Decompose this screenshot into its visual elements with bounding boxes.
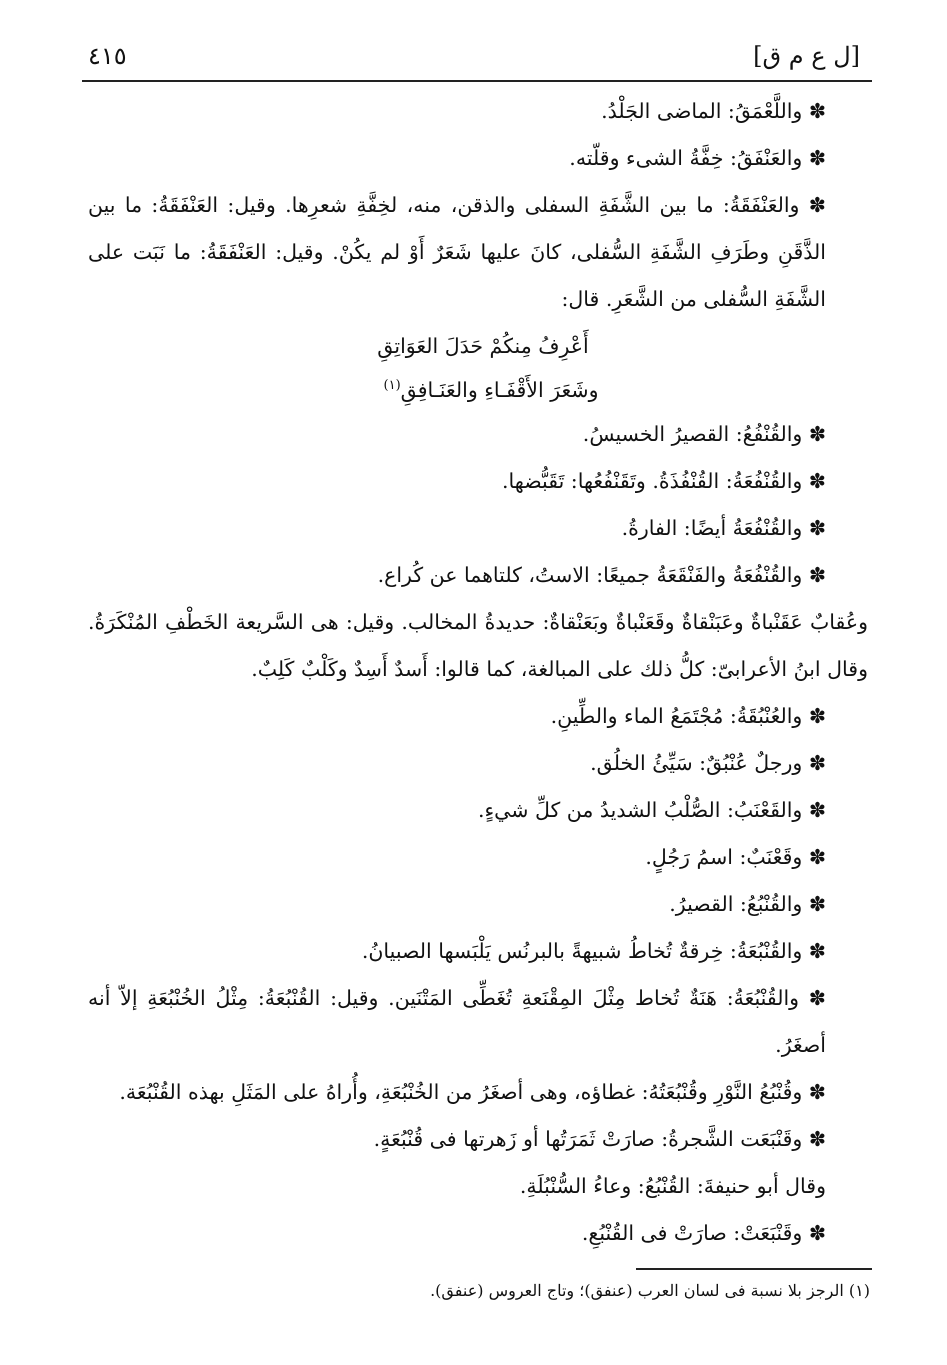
entry: ✽ والقُنْبُعَةُ: هَنَةٌ تُخاط مِثْلَ المِقْنَعةِ تُغَطِّى المَتْنَين. وقيل: القُنْبُعَةُ: مِثْلُ الخُنْبُعَةِ إلاّ أنه أصغَرُ. (88, 986, 826, 1057)
entry: وعُقابٌ عَقَنْباةٌ وعَبَنْقاةٌ وقَعَنْباةٌ وبَعَنْقاةٌ: حديدةُ المخالب. وقيل: هى السَّريعة الخَطْفِ المُنْكَرَةُ. وقال ابنُ الأعرابىّ: كلُّ ذلك على المبالغة، كما قالوا: أَسدٌ أَسِدٌ وكَلْبٌ كَلِبٌ. (88, 610, 868, 681)
footnote-ref: (١) (383, 378, 401, 394)
entry: ✽ وقَعْنَبٌ: اسمُ رَجُلٍ. (645, 845, 826, 869)
footnote: (١) الرجز بلا نسبة فى لسان العرب (عنفق)؛ وتاج العروس (عنفق). (430, 1281, 870, 1300)
entry: ✽ والقَعْنَبُ: الصُّلْبُ الشديدُ من كلِّ شيءٍ. (478, 798, 826, 822)
entry: ✽ والقُنْفُعَةُ أيضًا: الفارةُ. (621, 516, 826, 540)
entry: ✽ وقَنْبَعَتْ: صارَتْ فى القُنْبُعِ. (581, 1221, 826, 1245)
entry: ✽ والقُنْبُعُ: القصيرُ. (669, 892, 826, 916)
entry: ✽ والقُنْفُعَةُ: القُنْفُذَةُ. وتَقَنْفُعُها: تَقَبُّضها. (502, 469, 826, 493)
entry: ✽ وقُنْبُعُ النَّوْرِ وقُنْبُعَتُهُ: غطاؤه، وهى أصغَرُ من الخُنْبُعَةِ، وأُراهُ على المَثَلِ بهذه القُنْبُعَة. (119, 1080, 826, 1104)
footnote-rule (636, 1268, 872, 1270)
page-header (88, 36, 860, 76)
entry: ✽ والعُنْبُقَةُ: مُجْتَمَعُ الماء والطِّينِ. (550, 704, 826, 728)
dictionary-body (88, 88, 868, 1257)
entry: ✽ والقُنْفُعَةُ والفَنْقَعَةُ جميعًا: الاستُ، كلتاهما عن كُراع. (377, 563, 826, 587)
entry: ✽ والعَنْفَقَةُ: ما بين الشَّفَةِ السفلى والذقن، منه، لخِفَّةِ شعرِها. وقيل: العَنْفَقَةُ: ما بين الذَّقَنِ وطَرَفِ الشَّفَةِ السُّفلى، كانَ عليها شَعَرٌ أَوْ لم يكُنْ. وقيل: العَنْفَقَةُ: ما نَبَت على الشَّفَةِ السُّفلى من الشَّعَرِ. قال: (88, 193, 826, 311)
entry: ✽ والقُنْفُعُ: القصيرُ الخسيسُ. (582, 422, 826, 446)
entry: ✽ والعَنْفَقُ: خِفَّةُ الشىء وقلّته. (569, 146, 826, 170)
header-rule (82, 80, 872, 82)
verse-line-2-text: وشَعَرَ الأَقْفَـاءِ والعَنَـافِقِ (400, 378, 599, 402)
root-letters: [ل ع م ق] (753, 42, 860, 70)
verse-line-1: أَعْرِفُ مِنكُمْ حَدَلَ العَوَاتِقِ (377, 334, 589, 358)
entry: وقال أبو حنيفةَ: القُنْبُعُ: وعاءُ السُّنْبُلَةِ. (519, 1174, 826, 1198)
entry: ✽ واللَّعْمَقُ: الماضى الجَلْدُ. (601, 99, 826, 123)
verse-line-2 (88, 367, 868, 411)
entry: ✽ والقُنْبُعَةُ: خِرقةٌ تُخاطُ شبيهةً بالبرنُس يَلْبَسها الصبيانُ. (361, 939, 826, 963)
entry: ✽ ورجلٌ عُنْبُقٌ: سَيِّئُ الخلُق. (590, 751, 826, 775)
page-number: ٤١٥ (88, 42, 127, 70)
entry: ✽ وقَنْبَعَت الشَّجرةُ: صارَتْ ثَمَرَتُها أو زَهرتها فى قُنْبُعَةٍ. (373, 1127, 826, 1151)
